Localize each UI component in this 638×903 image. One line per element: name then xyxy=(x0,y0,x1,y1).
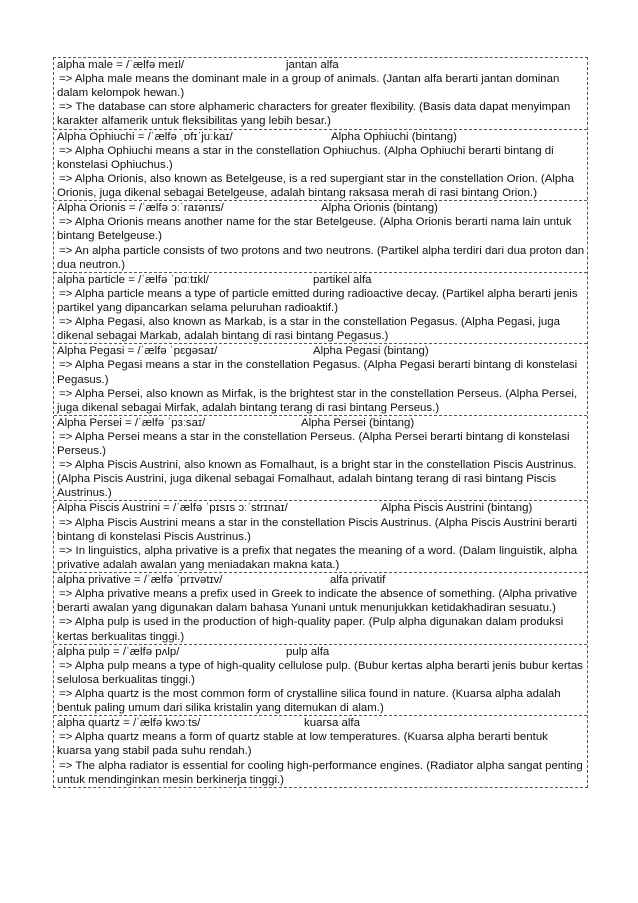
definition-sentence: => Alpha privative means a prefix used in Greek to indicate the absence of something. (Alpha privative berarti awalan yang digunakan dalam bahasa Yunani untuk menunjukkan ketidakhadiran sesuatu.) xyxy=(57,588,578,615)
term-pronunciation: Alpha Pegasi = /ˈælfə ˈpɛɡəsaɪ/ xyxy=(57,345,218,358)
term-translation: Alpha Piscis Austrini (bintang) xyxy=(381,502,533,515)
term-pronunciation: alpha privative = /ˈælfə ˈprɪvətɪv/ xyxy=(57,574,223,587)
example-sentence: => Alpha quartz is the most common form of crystalline silica found in nature. (Kuarsa alpha adalah bentuk paling umum dari silika kristalin yang ditemukan di alam.) xyxy=(57,687,561,715)
example-sentence: => Alpha Piscis Austrini, also known as Fomalhaut, is a bright star in the constellation Piscis Austrinus. (Alpha Piscis Austrini, juga dikenal sebagai Fomalhaut, adalah bintang terang di rasi bintang Piscis Austrinus.) xyxy=(57,459,577,500)
definition-sentence: => Alpha Orionis means another name for the star Betelgeuse. (Alpha Orionis berarti nama lain untuk bintang Betelgeuse.) xyxy=(57,216,572,243)
term-pronunciation: Alpha Orionis = /ˈælfə ɔːˈraɪənɪs/ xyxy=(57,202,224,215)
entry-alpha-ophiuchi xyxy=(54,130,587,202)
definition-sentence: => Alpha Persei means a star in the constellation Perseus. (Alpha Persei berarti bintang di konstelasi Perseus.) xyxy=(57,431,570,458)
definition-sentence: => Alpha particle means a type of particle emitted during radioactive decay. (Partikel alpha berarti jenis partikel yang dipancarkan selama peluruhan radioaktif.) xyxy=(57,287,578,314)
term-translation: Alpha Orionis (bintang) xyxy=(321,202,438,215)
term-translation: Alpha Pegasi (bintang) xyxy=(313,345,429,358)
entry-alpha-particle xyxy=(54,273,587,345)
entry-alpha-pegasi xyxy=(54,344,587,416)
entry-header xyxy=(57,573,585,587)
entry-header xyxy=(57,201,585,215)
entry-alpha-privative xyxy=(54,573,587,645)
entry-header xyxy=(57,716,585,730)
entry-header xyxy=(57,273,585,287)
entry-alpha-persei xyxy=(54,416,587,502)
entry-header xyxy=(57,130,585,144)
term-translation: Alpha Ophiuchi (bintang) xyxy=(331,130,457,143)
definition-sentence: => Alpha pulp means a type of high-quality cellulose pulp. (Bubur kertas alpha berarti jenis bubur kertas selulosa berkualitas tinggi.) xyxy=(57,659,583,686)
entry-alpha-quartz xyxy=(54,716,587,787)
term-pronunciation: Alpha Piscis Austrini = /ˈælfə ˈpɪsɪs ɔːˈstrɪnaɪ/ xyxy=(57,502,288,515)
term-pronunciation: alpha pulp = /ˈælfə pʌlp/ xyxy=(57,645,180,658)
term-pronunciation: alpha particle = /ˈælfə ˈpɑːtɪkl/ xyxy=(57,273,209,286)
term-translation: pulp alfa xyxy=(286,645,330,658)
example-sentence: => An alpha particle consists of two protons and two neutrons. (Partikel alpha terdiri dari dua proton dan dua neutron.) xyxy=(57,244,585,271)
example-sentence: => In linguistics, alpha privative is a prefix that negates the meaning of a word. (Dalam linguistik, alpha privative adalah awalan yang meniadakan makna kata.) xyxy=(57,544,578,571)
term-translation: Alpha Persei (bintang) xyxy=(301,416,415,429)
entry-header xyxy=(57,501,585,515)
term-translation: alfa privatif xyxy=(330,574,386,587)
term-translation: kuarsa alfa xyxy=(304,717,360,730)
example-sentence: => Alpha pulp is used in the production of high-quality paper. (Pulp alpha digunakan dalam produksi kertas berkualitas tinggi.) xyxy=(57,616,564,643)
definition-sentence: => Alpha male means the dominant male in a group of animals. (Jantan alfa berarti jantan dominan dalam kelompok hewan.) xyxy=(57,73,560,100)
definition-sentence: => Alpha Pegasi means a star in the constellation Pegasus. (Alpha Pegasi berarti bintang di konstelasi Pegasus.) xyxy=(57,359,578,386)
example-sentence: => Alpha Orionis, also known as Betelgeuse, is a red supergiant star in the constellation Orion. (Alpha Orionis, juga dikenal sebagai Betelgeuse, adalah bintang raksasa merah di rasi bintang Orion.) xyxy=(57,172,574,200)
example-sentence: => The alpha radiator is essential for cooling high-performance engines. (Radiator alpha sangat penting untuk mendinginkan mesin berkinerja tinggi.) xyxy=(57,759,583,786)
term-pronunciation: alpha male = /ˈælfə meɪl/ xyxy=(57,59,185,71)
term-pronunciation: Alpha Ophiuchi = /ˈælfə ˌɒfɪˈjuːkaɪ/ xyxy=(57,130,233,143)
example-sentence: => Alpha Persei, also known as Mirfak, is the brightest star in the constellation Perseus. (Alpha Persei, juga dikenal sebagai Mirfak, adalah bintang terang di rasi bintang Perseus.) xyxy=(57,387,578,414)
entry-alpha-piscis-austrini xyxy=(54,501,587,573)
entry-header xyxy=(57,58,585,72)
definition-sentence: => Alpha quartz means a form of quartz stable at low temperatures. (Kuarsa alpha berarti bentuk kuarsa yang stabil pada suhu rendah.) xyxy=(57,731,548,758)
entry-alpha-orionis xyxy=(54,201,587,273)
example-sentence: => The database can store alphameric characters for greater flexibility. (Basis data dapat menyimpan karakter alfamerik untuk fleksibilitas yang lebih besar.) xyxy=(57,101,571,128)
definition-sentence: => Alpha Ophiuchi means a star in the constellation Ophiuchus. (Alpha Ophiuchi berarti bintang di konstelasi Ophiuchus.) xyxy=(57,144,554,171)
term-pronunciation: Alpha Persei = /ˈælfə ˈpɜːsaɪ/ xyxy=(57,416,206,429)
term-translation: partikel alfa xyxy=(313,273,372,286)
term-translation: jantan alfa xyxy=(286,59,339,71)
definition-sentence: => Alpha Piscis Austrini means a star in the constellation Piscis Austrinus. (Alpha Piscis Austrini berarti bintang di konstelasi Piscis Austrinus.) xyxy=(57,516,578,543)
entry-alpha-male xyxy=(54,58,587,130)
entry-header xyxy=(57,645,585,659)
entry-alpha-pulp xyxy=(54,645,587,717)
entry-header xyxy=(57,416,585,430)
example-sentence: => Alpha Pegasi, also known as Markab, is a star in the constellation Pegasus. (Alpha Pegasi, juga dikenal sebagai Markab, adalah bintang di rasi bintang Pegasus.) xyxy=(57,316,561,343)
entry-header xyxy=(57,344,585,358)
term-pronunciation: alpha quartz = /ˈælfə kwɔːts/ xyxy=(57,717,201,730)
vocabulary-table xyxy=(53,57,588,788)
